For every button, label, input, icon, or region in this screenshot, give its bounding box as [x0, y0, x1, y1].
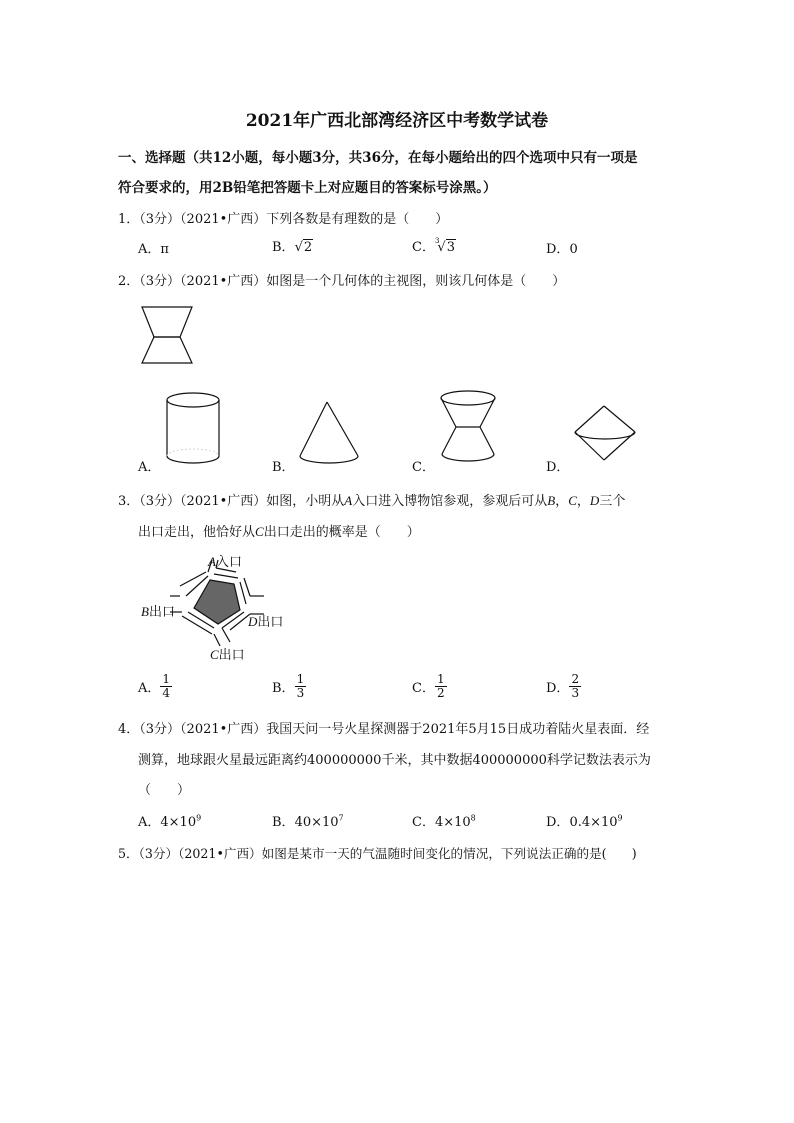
q2-option-b-cone: [296, 400, 366, 466]
q2-front-view-figure: [138, 305, 198, 367]
q2-option-c-double-frustum: [438, 390, 500, 468]
q4-option-a: A．$4\times 10^9$: [138, 813, 202, 830]
q3-option-d: D． $\frac{2}{3}$: [546, 672, 580, 700]
q3-museum-figure: [170, 560, 280, 650]
q2-option-d-label: D．: [546, 460, 570, 475]
q3-option-b: B． $\frac{1}{3}$: [272, 672, 305, 700]
q1-option-b: B．√2: [272, 240, 313, 255]
q2-option-a-cylinder: [164, 392, 224, 468]
q2-option-d-double-cone: [572, 404, 640, 464]
page-title: 2021年广西北部湾经济区中考数学试卷: [245, 111, 549, 131]
q1-option-d: D．0: [546, 242, 578, 257]
q2-option-b-label: B．: [272, 460, 295, 475]
q4-option-c: C．$4\times 10^8$: [412, 813, 476, 830]
question-4-line2: 测算，地球跟火星最远距离约400000000千米，其中数据400000000科学记数法表示为: [138, 753, 651, 768]
q3-label-d: D出口: [248, 614, 284, 630]
q1-option-a: A．π: [138, 242, 169, 257]
question-4-line3: （ ）: [138, 783, 191, 798]
q3-label-c: C出口: [210, 647, 245, 663]
q2-option-c-label: C．: [412, 460, 435, 475]
q4-option-d: D．$0.4\times 10^9$: [546, 813, 623, 830]
section-heading-line2: 符合要求的，用2B铅笔把答题卡上对应题目的答案标号涂黑。）: [118, 180, 497, 196]
q2-option-a-label: A．: [138, 460, 161, 475]
q3-label-a: A入口: [208, 554, 242, 570]
q1-option-c: C．$^3$√3: [412, 237, 455, 255]
question-2: 2．（3分）（2021•广西）如图是一个几何体的主视图，则该几何体是（ ）: [118, 274, 566, 289]
section-heading-line1: 一、选择题（共12小题，每小题3分，共36分，在每小题给出的四个选项中只有一项是: [118, 150, 638, 166]
q3-option-c: C． $\frac{1}{2}$: [412, 672, 445, 700]
q3-option-a: A． $\frac{1}{4}$: [138, 672, 171, 700]
question-1: 1．（3分）（2021•广西）下列各数是有理数的是（ ）: [118, 212, 449, 227]
q4-option-b: B．$40\times 10^7$: [272, 813, 344, 830]
question-3-line2: 出口走出，他恰好从C出口走出的概率是（ ）: [138, 524, 420, 540]
q3-label-b: B出口: [141, 604, 175, 620]
question-4-line1: 4．（3分）（2021•广西）我国天问一号火星探测器于2021年5月15日成功着陆火星表面．经: [118, 722, 650, 737]
question-5: 5．（3分）（2021•广西）如图是某市一天的气温随时间变化的情况，下列说法正确的是( ): [118, 846, 637, 861]
question-3-line1: 3．（3分）（2021•广西）如图，小明从A入口进入博物馆参观，参观后可从B，C，D三个: [118, 493, 626, 509]
